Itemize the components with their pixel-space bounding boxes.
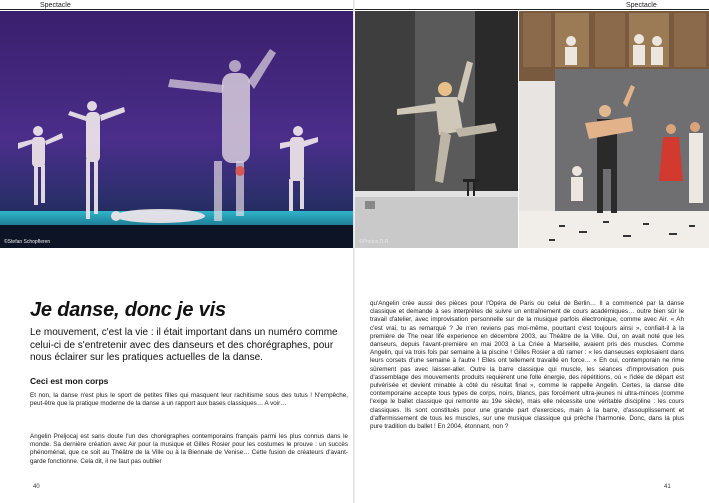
article-lead: Le mouvement, c'est la vie : il était important dans un numéro comme celui-ci de s'entretenir avec des danseurs et des chorégraphes, pour nous éclairer sur les pratiques actuelles de la danse. xyxy=(30,327,338,363)
header-rule-right xyxy=(355,9,709,10)
body-column-2: qu'Angelin crée aussi des pièces pour l'Opéra de Paris ou celui de Berlin… Il a commencé par la danse classique et demande à ses interprètes de suivre un entraînement de cours académiques… outre bien sûr le travail d'atelier, avec improvisation personnelle sur de la musique parfois électronique, comme avec Air. « Ah c'est vrai, tu as remarqué ? Je n'en reviens pas moi-même, pourtant c'est toujours ainsi », confiait-il à la première de The near life experience en décembre 2003, au Théâtre de la Ville. Oui, on avait noté que les danseurs, depuis l'avant-première en mai 2003 à La Criée à Marseille, avaient pris des muscles. Comme Angelin, qui va trois fois par semaine à la piscine ! Gilles Rosier a dû ramer : « les danseuses explosaient dans leurs corsets d'une semaine à l'autre ! Elles ont tellement travaillé en force… » Eh oui, contemporain ne rime sûrement pas avec laisser-aller. Outre la barre classique qui muscle, les séances d'improvisation puis d'assemblage des mouvements produits requièrent une folle énergie, des répétitions, où « l'idée de départ est pulvérisée et devient minable à côté du résultat final », comme le rappelle Angelin. Certes, la danse dite contemporaine accepte tous types de corps, noirs, blancs, pas forcément ultra-jeunes ni ultra-minces (comme l'exige le ballet classique qui remonte au 19e siècle), mais elle nécessite une véritable discipline : les cours classiques. Ils sont constitués pour une grande part d'exercices, main à la barre, d'assouplissement et d'affermissement de tous les muscles, sur une musique classique qui prêche l'harmonie. Donc, dans la plus pure tradition du ballet ! En 2004, étonnant, non ? xyxy=(370,300,684,431)
body-paragraph-2: Angelin Preljocaj est sans doute l'un des chorégraphes contemporains français parmi les plus connus dans le monde. Sa dernière création avec Air pour la musique et Gilles Rosier pour les costumes le prouve : un succès phénoménal, que ce soit au Théâtre de la Ville ou à la Biennale de Venise… Cette fusion de créateurs d'avant-garde fonctionne. Cela dit, il ne faut pas oublier xyxy=(30,433,348,465)
photo-leaping-dancer xyxy=(355,11,518,248)
header-rule-left xyxy=(0,9,353,10)
photo-dancers-stage xyxy=(0,11,353,248)
running-head-right: Spectacle xyxy=(626,2,657,9)
page-number-left: 40 xyxy=(33,484,40,490)
article-subhead: Ceci est mon corps xyxy=(30,376,109,386)
article-title: Je danse, donc je vis xyxy=(30,299,226,321)
page-number-right: 41 xyxy=(664,484,671,490)
photo-credit-left: ©Stefan Schopfleren xyxy=(4,239,51,245)
photo-opera-scene xyxy=(519,11,709,248)
photo-credit-right: ©Photos D.R. xyxy=(359,239,390,245)
running-head-left: Spectacle xyxy=(40,2,71,9)
body-paragraph-1: Et non, la danse n'est plus le sport de petites filles qui masquent leur rachitisme sous des tutus ! N'empêche, peut-être que la pratique moderne de la danse a un rapport aux bases classiques… A voir… xyxy=(30,392,348,408)
